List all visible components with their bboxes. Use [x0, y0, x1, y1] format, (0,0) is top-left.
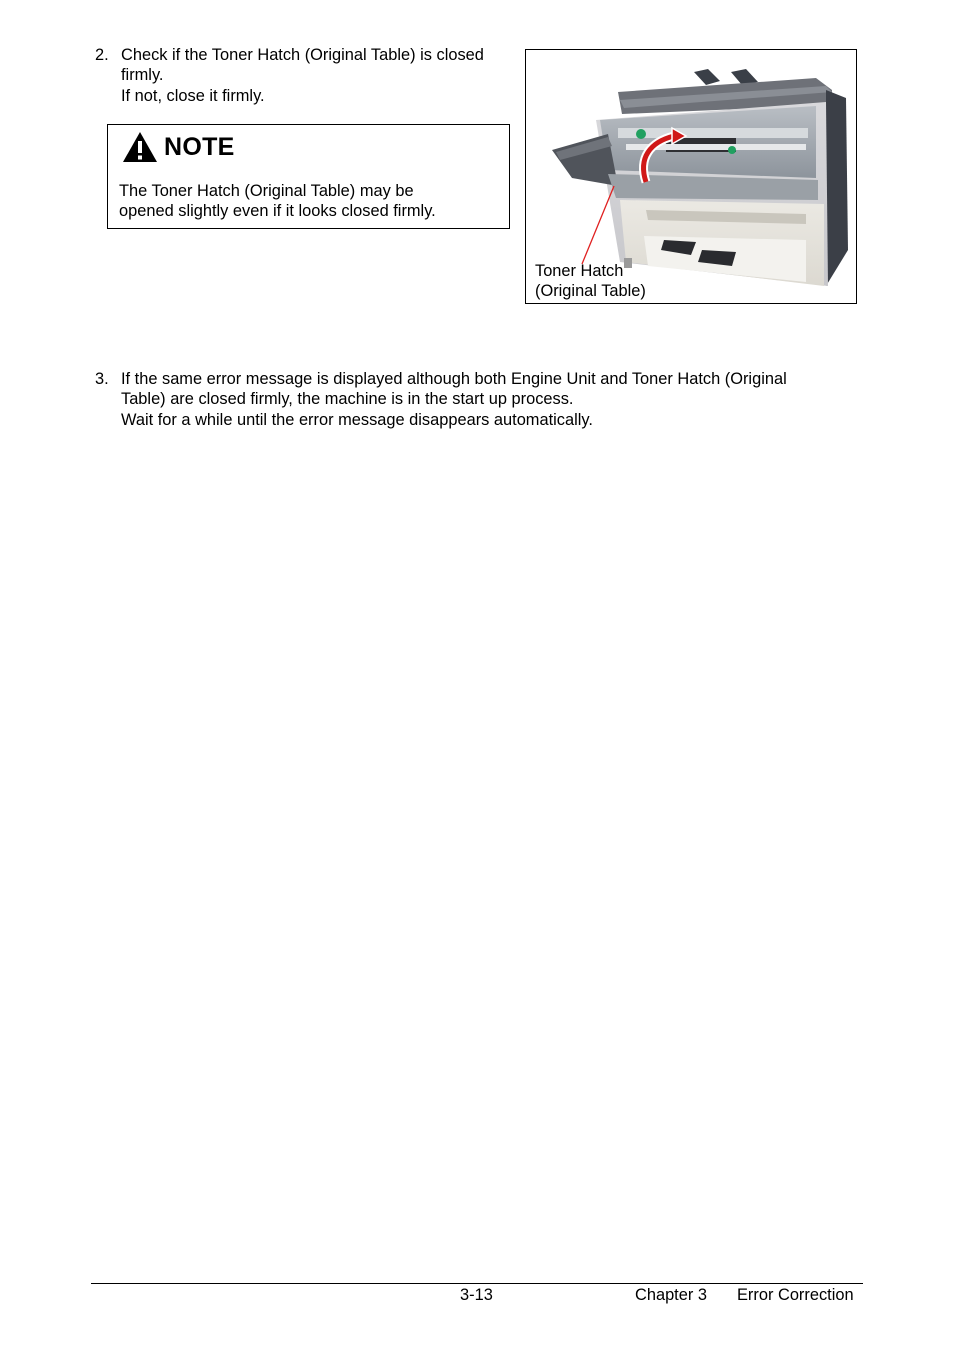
step-line: If the same error message is displayed although both Engine Unit and Toner Hatch (Original: [121, 370, 787, 388]
step-line: Table) are closed firmly, the machine is in the start up process.: [121, 390, 574, 409]
step-2: [95, 45, 525, 106]
callout-line: [582, 186, 614, 264]
callout-line-text: Toner Hatch: [535, 262, 624, 280]
note-line: opened slightly even if it looks closed firmly.: [119, 202, 436, 221]
machine-figure: [525, 49, 857, 304]
side-panel: [826, 90, 848, 286]
step-text: [121, 45, 525, 106]
step-line: If not, close it firmly.: [121, 86, 265, 105]
figure-callout: [535, 261, 646, 302]
step-line: firmly.: [121, 66, 164, 85]
callout-line-text: (Original Table): [535, 282, 646, 301]
step-number: 3.: [95, 370, 109, 388]
footer-divider: [91, 1283, 863, 1284]
step-line: Wait for a while until the error message disappears automatically.: [121, 410, 593, 429]
note-header: [122, 131, 235, 163]
note-box: [107, 124, 510, 229]
step-3: [95, 369, 865, 430]
note-title: NOTE: [164, 132, 235, 161]
note-line: The Toner Hatch (Original Table) may be: [119, 182, 414, 200]
page-number: 3-13: [460, 1286, 493, 1304]
warning-triangle-icon: [122, 131, 158, 163]
step-text: [121, 369, 865, 430]
note-text: [119, 181, 504, 222]
footer-section-title: Error Correction: [737, 1286, 854, 1304]
footer-chapter: Chapter 3: [635, 1286, 707, 1304]
step-line: Check if the Toner Hatch (Original Table) is closed: [121, 46, 484, 64]
step-number: 2.: [95, 46, 109, 64]
stacker-tray: [694, 69, 720, 85]
